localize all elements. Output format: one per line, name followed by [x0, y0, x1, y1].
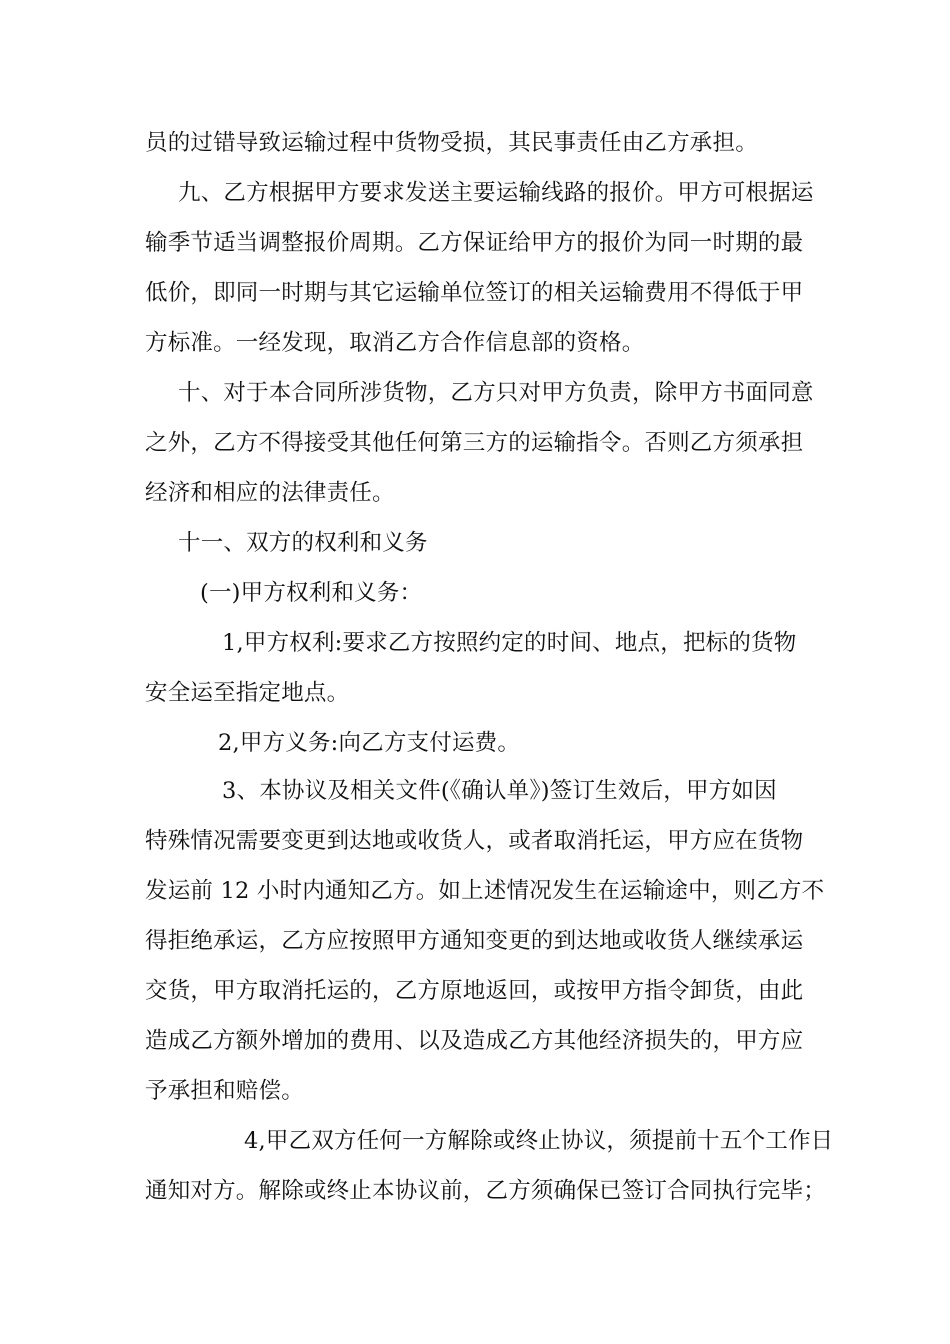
text-line: 方标准。一经发现，取消乙方合作信息部的资格。: [145, 330, 645, 356]
text-line: 低价，即同一时期与其它运输单位签订的相关运输费用不得低于甲: [145, 280, 804, 306]
text-line: 九、乙方根据甲方要求发送主要运输线路的报价。甲方可根据运: [178, 180, 814, 206]
text-line: 特殊情况需要变更到达地或收货人，或者取消托运，甲方应在货物: [145, 828, 804, 854]
text-line: 员的过错导致运输过程中货物受损，其民事责任由乙方承担。: [145, 130, 758, 156]
text-line: 交货，甲方取消托运的，乙方原地返回，或按甲方指令卸货，由此: [145, 978, 804, 1004]
text-line: 十、对于本合同所涉货物，乙方只对甲方负责，除甲方书面同意: [178, 380, 814, 406]
text-line: 安全运至指定地点。: [145, 680, 350, 706]
text-line: 2,甲方义务:向乙方支付运费。: [218, 730, 521, 756]
subsection-heading: (一)甲方权利和义务：: [200, 580, 423, 606]
section-heading: 十一、双方的权利和义务: [178, 530, 428, 556]
text-line: 之外，乙方不得接受其他任何第三方的运输指令。否则乙方须承担: [145, 430, 804, 456]
text-line: 通知对方。解除或终止本协议前，乙方须确保已签订合同执行完毕；: [145, 1178, 827, 1204]
text-line: 予承担和赔偿。: [145, 1078, 304, 1104]
text-line: 经济和相应的法律责任。: [145, 480, 395, 506]
text-line: 3、本协议及相关文件(《确认单》)签订生效后，甲方如因: [222, 778, 777, 804]
text-line: 得拒绝承运，乙方应按照甲方通知变更的到达地或收货人继续承运: [145, 928, 804, 954]
text-line: 发运前 12 小时内通知乙方。如上述情况发生在运输途中，则乙方不: [145, 878, 825, 904]
text-line: 输季节适当调整报价周期。乙方保证给甲方的报价为同一时期的最: [145, 230, 804, 256]
text-line: 4,甲乙双方任何一方解除或终止协议，须提前十五个工作日: [244, 1128, 834, 1154]
text-line: 造成乙方额外增加的费用、以及造成乙方其他经济损失的，甲方应: [145, 1028, 804, 1054]
text-line: 1,甲方权利:要求乙方按照约定的时间、地点，把标的货物: [222, 630, 797, 656]
